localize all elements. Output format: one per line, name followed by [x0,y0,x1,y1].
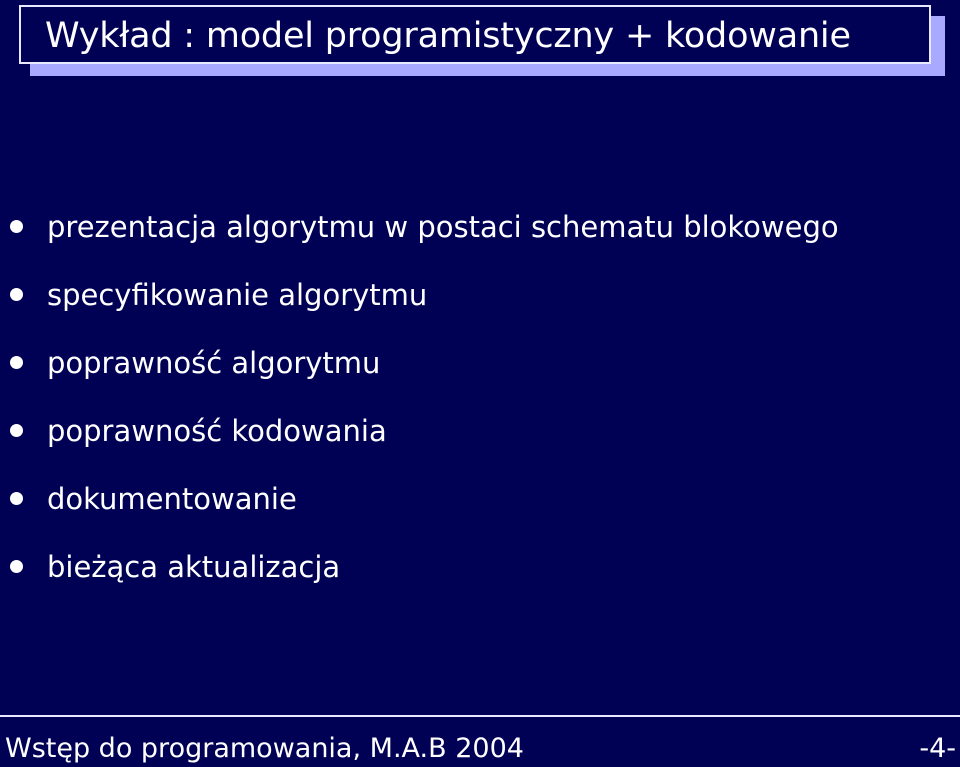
bullet-text: dokumentowanie [47,482,297,516]
bullet-dot-icon [10,560,23,573]
bullet-list [0,205,839,613]
bullet-dot-icon [10,424,23,437]
bullet-item [0,545,839,613]
title-box [19,5,931,64]
bullet-text: prezentacja algorytmu w postaci schematu blokowego [47,210,839,244]
slide-title: Wykład : model programistyczny + kodowanie [45,16,851,56]
bullet-text: bieżąca aktualizacja [47,550,341,584]
footer-course: Wstęp do programowania, M.A.B 2004 [5,733,524,764]
bullet-text: specyfikowanie algorytmu [47,278,428,312]
bullet-item [0,409,839,477]
bullet-dot-icon [10,492,23,505]
footer-divider [0,715,960,717]
bullet-dot-icon [10,356,23,369]
bullet-text: poprawność kodowania [47,414,387,448]
bullet-dot-icon [10,220,23,233]
bullet-text: poprawność algorytmu [47,346,381,380]
bullet-item [0,477,839,545]
bullet-item [0,273,839,341]
bullet-item [0,205,839,273]
bullet-item [0,341,839,409]
footer-page-number: -4- [919,733,956,764]
bullet-dot-icon [10,288,23,301]
